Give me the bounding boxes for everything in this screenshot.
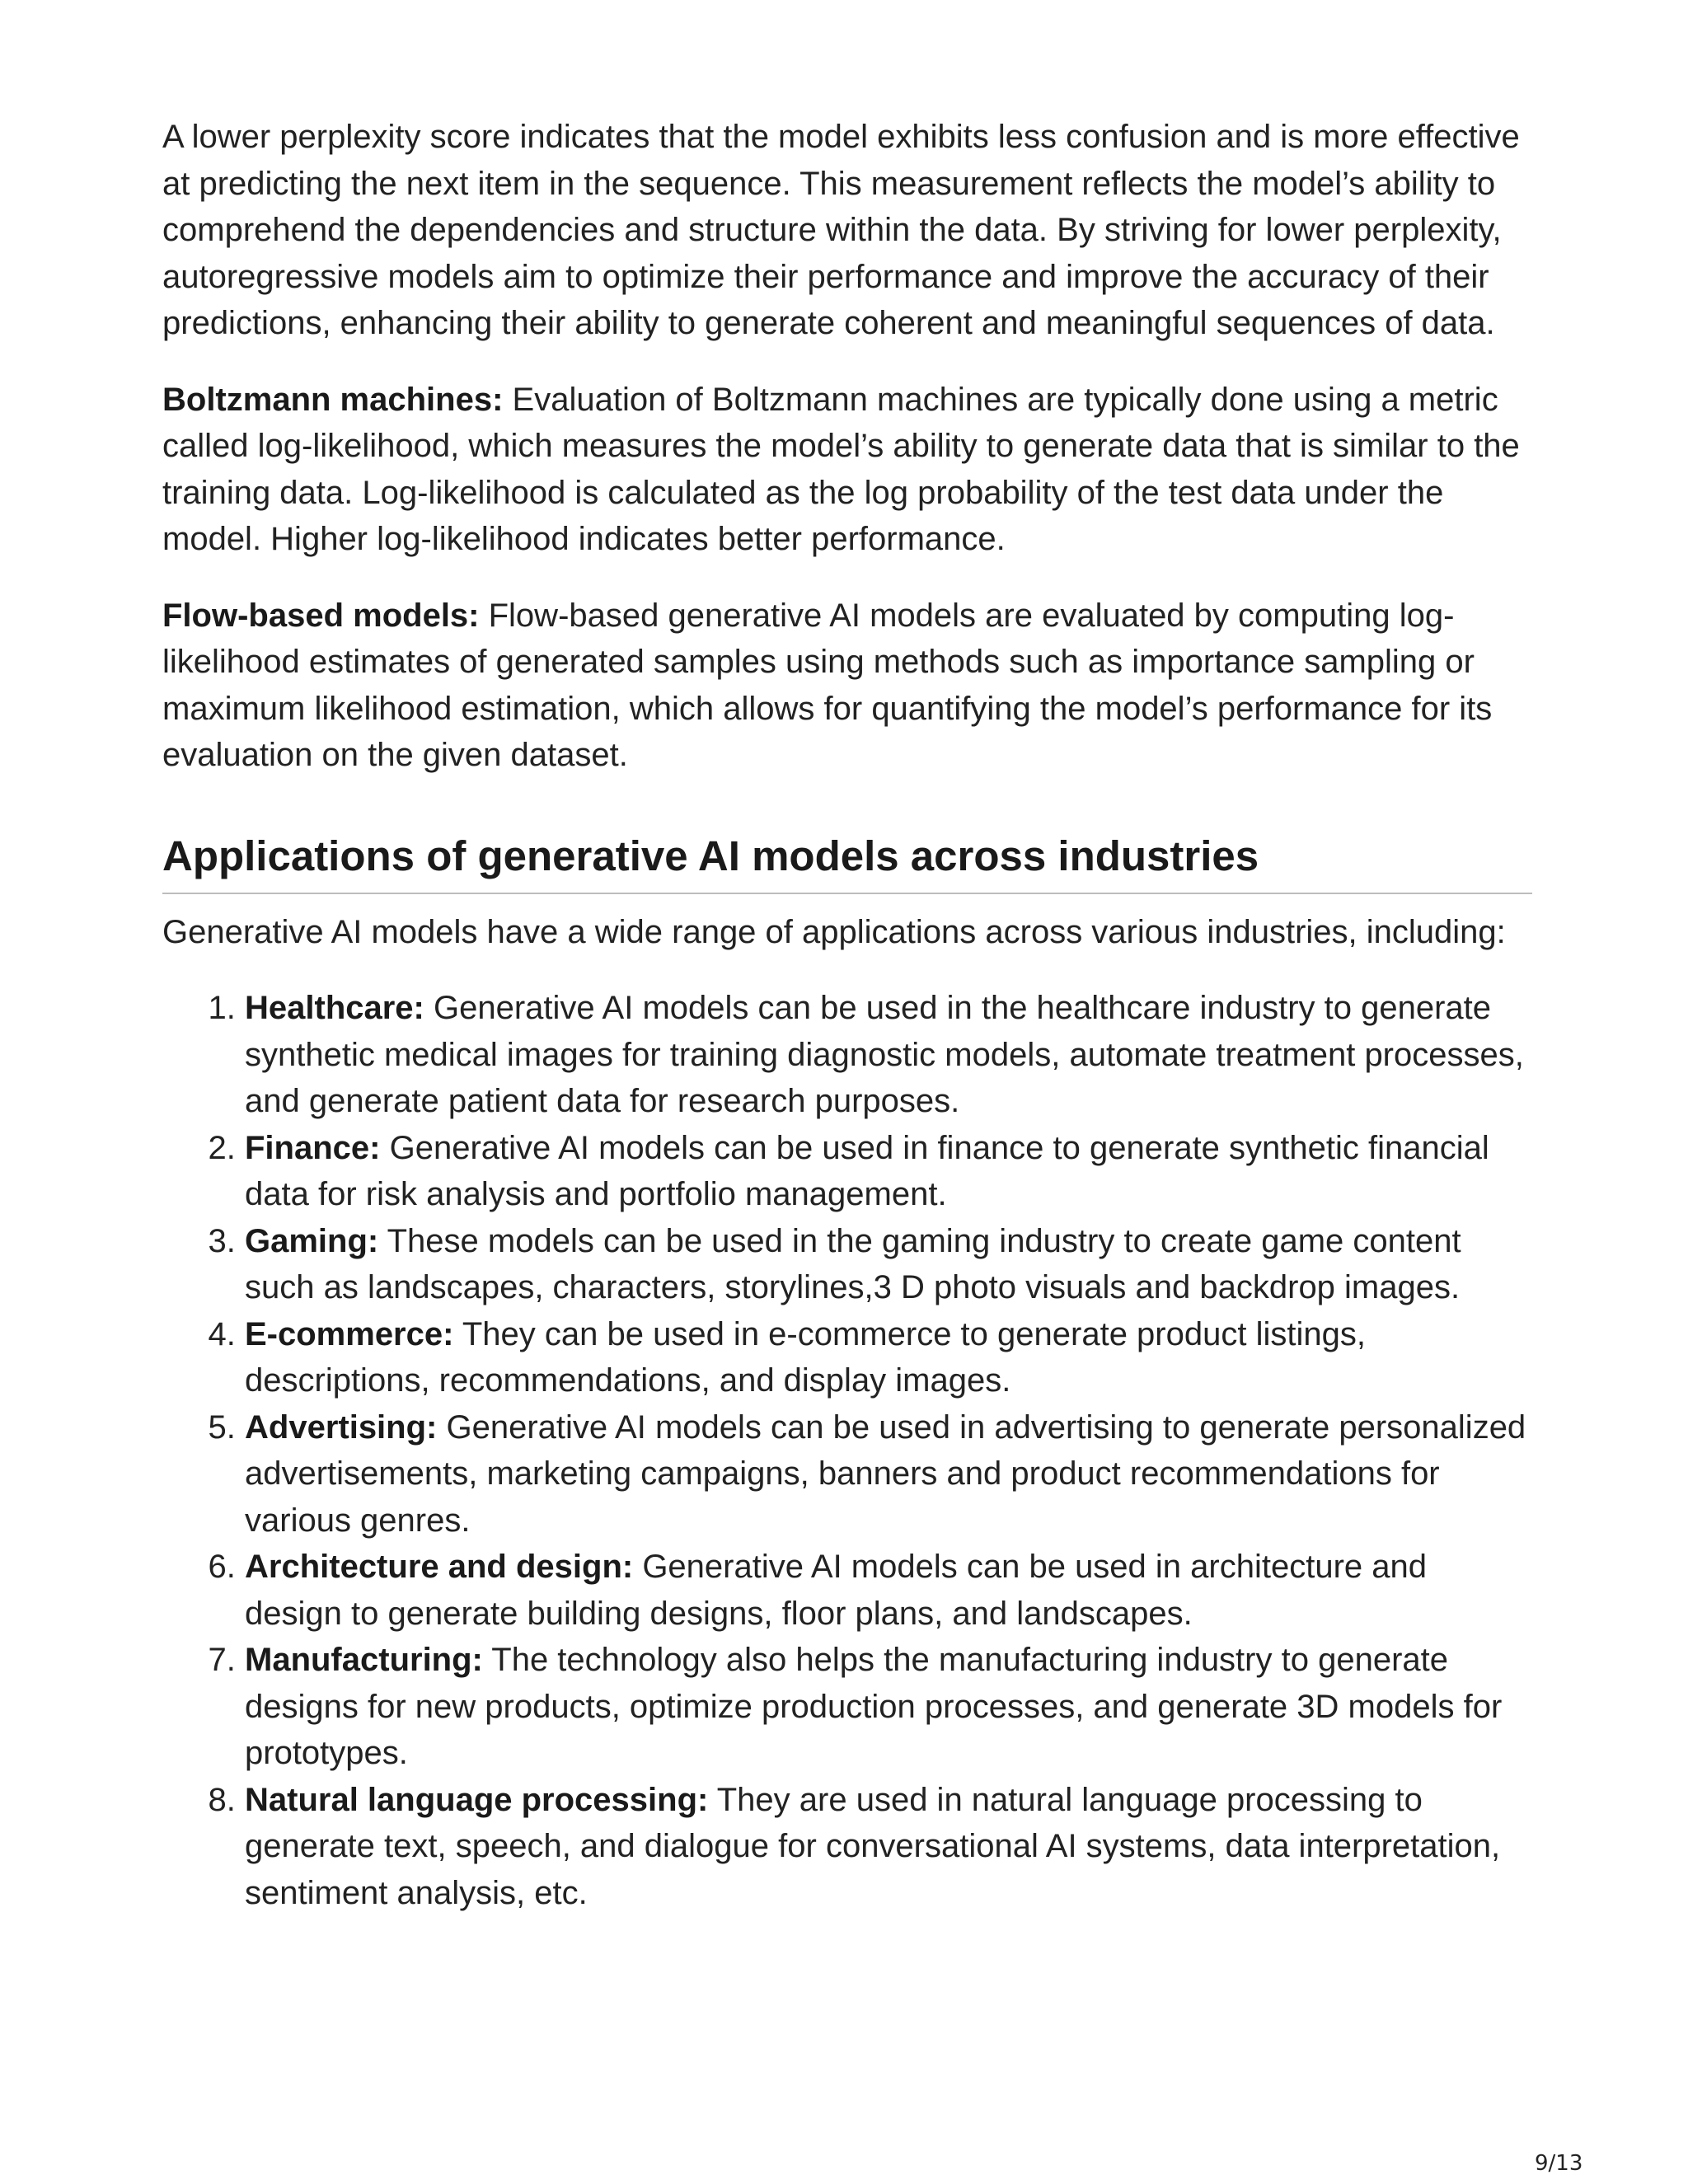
section-heading: Applications of generative AI models across industries	[162, 832, 1259, 879]
heading-divider	[162, 893, 1532, 894]
list-item-text: These models can be used in the gaming industry to create game content such as landscapes, characters, storylines,3 D photo visuals and backdrop images.	[245, 1222, 1461, 1305]
list-item	[245, 1218, 1531, 1311]
list-item-text: They can be used in e-commerce to generate product listings, descriptions, recommendations, and display images.	[245, 1315, 1366, 1399]
list-item	[245, 985, 1531, 1125]
section-intro: Generative AI models have a wide range of applications across various industries, including:	[162, 913, 1506, 950]
list-item	[245, 1544, 1531, 1637]
list-item	[245, 1125, 1531, 1218]
flow-paragraph	[162, 593, 1531, 779]
page-number: 9/13	[1535, 2151, 1583, 2176]
list-item-term: Finance:	[245, 1129, 381, 1166]
list-item-term: Healthcare:	[245, 990, 424, 1026]
list-item-text: Generative AI models can be used in finance to generate synthetic financial data for risk analysis and portfolio management.	[245, 1129, 1489, 1212]
list-item	[245, 1637, 1531, 1777]
list-item-term: E-commerce:	[245, 1315, 454, 1352]
list-item	[245, 1404, 1531, 1544]
flow-term: Flow-based models:	[162, 597, 480, 634]
list-item	[245, 1311, 1531, 1404]
list-item-term: Natural language processing:	[245, 1781, 709, 1818]
perplexity-paragraph: A lower perplexity score indicates that the model exhibits less confusion and is more effective at predicting the next item in the sequence. This measurement reflects the model’s ability to comprehend the dependencies and structure within the data. By striving for lower perplexity, autoregressive models aim to optimize their performance and improve the accuracy of their predictions, enhancing their ability to generate coherent and meaningful sequences of data.	[162, 119, 1520, 341]
document-page	[162, 114, 1531, 1916]
list-item-text: They are used in natural language processing to generate text, speech, and dialogue for conversational AI systems, data interpretation, sentiment analysis, etc.	[245, 1781, 1501, 1911]
list-item-text: Generative AI models can be used in the healthcare industry to generate synthetic medical images for training diagnostic models, automate treatment processes, and generate patient data for research purposes.	[245, 990, 1524, 1119]
list-item-term: Manufacturing:	[245, 1642, 483, 1678]
boltzmann-term: Boltzmann machines:	[162, 381, 504, 418]
list-item-text: Generative AI models can be used in architecture and design to generate building designs, floor plans, and landscapes.	[245, 1549, 1427, 1632]
flow-text: Flow-based generative AI models are evaluated by computing log-likelihood estimates of generated samples using methods such as importance sampling or maximum likelihood estimation, which allows for quantifying the model’s performance for its evaluation on the given dataset.	[162, 597, 1493, 773]
applications-list	[162, 985, 1531, 1916]
list-item-term: Architecture and design:	[245, 1549, 634, 1585]
boltzmann-text: Evaluation of Boltzmann machines are typically done using a metric called log-likelihood, which measures the model’s ability to generate data that is similar to the training data. Log-likelihood is calculated as the log probability of the test data under the model. Higher log-likelihood indicates better performance.	[162, 381, 1520, 557]
list-item	[245, 1777, 1531, 1917]
list-item-text: Generative AI models can be used in advertising to generate personalized advertisements, marketing campaigns, banners and product recommendations for various genres.	[245, 1408, 1526, 1539]
boltzmann-paragraph	[162, 377, 1531, 563]
list-item-term: Gaming:	[245, 1222, 379, 1259]
list-item-text: The technology also helps the manufacturing industry to generate designs for new products, optimize production processes, and generate 3D models for prototypes.	[245, 1642, 1503, 1771]
list-item-term: Advertising:	[245, 1408, 438, 1446]
